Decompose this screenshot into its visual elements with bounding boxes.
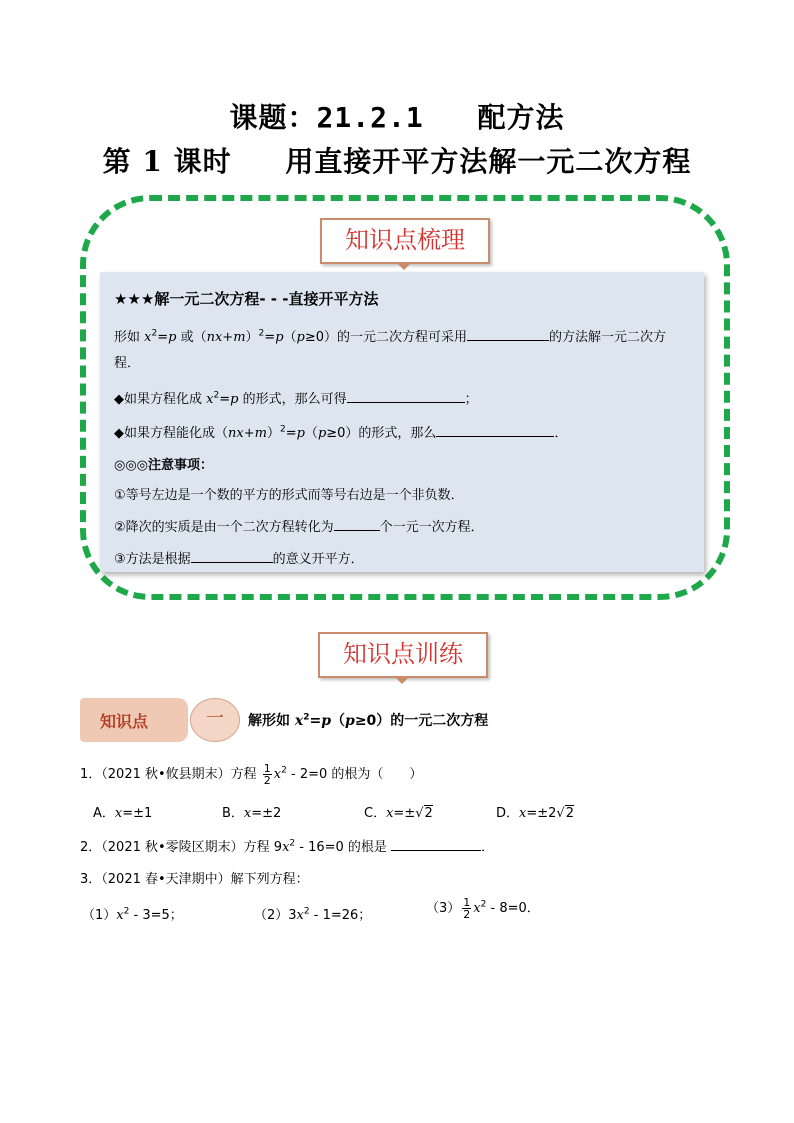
sub-question-3 (426, 897, 540, 920)
exponent: 2 (281, 765, 287, 776)
text: 形如 (114, 330, 145, 345)
option-b[interactable] (222, 802, 281, 821)
text: 的形式，那么可得 (238, 392, 347, 407)
text: = (309, 713, 322, 729)
review-tag-label: 知识点梳理 (345, 226, 465, 254)
answer-blank[interactable] (347, 390, 465, 403)
training-tag-label: 知识点训练 (343, 640, 463, 668)
badge-arrow-icon (170, 698, 192, 742)
question-1 (80, 763, 422, 786)
text: ◆如果方程能化成（ (114, 426, 228, 441)
text: - 1=26； (309, 908, 372, 923)
text: - 2=0 的根为（ ） (286, 767, 423, 782)
text: ≥0）的一元二次方程可采用 (304, 330, 468, 345)
var-x: x (473, 901, 481, 916)
summary-line-1 (114, 326, 666, 345)
text: ． (481, 840, 495, 855)
text: 1．（2021 秋•攸县期末）方程 (80, 767, 261, 782)
text: = (285, 426, 297, 441)
radicand: 2 (424, 806, 433, 821)
exponent: 2 (213, 390, 220, 401)
text: ◆如果方程化成 (114, 392, 207, 407)
text: （ (304, 426, 318, 441)
title-prefix: 课题： (229, 101, 317, 134)
subtitle-lesson: 第 1 课时 (102, 145, 232, 178)
exponent: 2 (480, 899, 487, 910)
var-p: p (321, 713, 332, 729)
text: 或（ (176, 330, 207, 345)
review-tag (320, 218, 490, 264)
text: ③方法是根据 (114, 552, 191, 567)
text: 解形如 (248, 713, 295, 729)
option-c[interactable] (364, 802, 433, 821)
exponent: 2 (289, 838, 296, 849)
var-p: p (275, 330, 284, 345)
option-value: =±2 (526, 806, 557, 821)
option-label: A． (93, 806, 115, 821)
denominator: 2 (463, 908, 471, 921)
exponent: 2 (151, 328, 158, 339)
option-label: D． (496, 806, 520, 821)
text: ； (464, 392, 478, 407)
numerator: 1 (263, 762, 271, 775)
text: 的方法解一元二次方 (549, 330, 667, 345)
sub-question-2 (254, 904, 371, 923)
exponent: 2 (303, 712, 310, 723)
text: - 3=5； (129, 908, 183, 923)
var-x: x (206, 392, 214, 407)
text: ） (245, 330, 259, 345)
text: 的意义开平方． (272, 552, 364, 567)
title-name: 配方法 (477, 101, 565, 134)
option-value: =± (393, 806, 416, 821)
review-tag-pointer (396, 262, 412, 270)
radicand: 2 (565, 806, 574, 821)
text: ） (266, 426, 280, 441)
denominator: 2 (263, 774, 271, 787)
note-2 (114, 516, 484, 535)
var-p: p (296, 426, 305, 441)
var-x: x (243, 806, 252, 821)
sqrt-icon: √ (556, 806, 565, 821)
lesson-title (0, 96, 794, 136)
summary-line-3 (114, 422, 567, 441)
summary-line-2 (114, 388, 478, 407)
var-x: x (144, 330, 152, 345)
knowledge-point-number: 一 (190, 698, 240, 742)
text: - 16=0 的根是 (295, 840, 387, 855)
question-3: 3．（2021 春•天津期中）解下列方程： (80, 872, 309, 887)
text: （ (283, 330, 297, 345)
answer-blank[interactable] (191, 550, 273, 563)
summary-line-1-cont: 程． (114, 356, 141, 371)
text: ≥0）的一元二次方程 (354, 713, 489, 729)
training-tag-pointer (394, 676, 410, 684)
fraction (462, 897, 471, 920)
option-a[interactable] (93, 802, 152, 821)
var-p: p (230, 392, 239, 407)
sub-question-1 (82, 904, 183, 923)
sqrt-icon: √ (415, 806, 424, 821)
text: （ (331, 713, 346, 729)
summary-heading: ★★★解一元二次方程- - -直接开平方法 (114, 290, 379, 308)
var-p: p (296, 330, 305, 345)
question-2 (80, 836, 494, 855)
text: ②降次的实质是由一个二次方程转化为 (114, 520, 334, 535)
var-x: x (114, 806, 123, 821)
var-x: x (273, 767, 282, 782)
option-label: B． (222, 806, 244, 821)
var-p: p (317, 426, 327, 441)
answer-blank[interactable] (391, 838, 481, 851)
text: - 8=0． (486, 901, 540, 916)
text: = (264, 330, 276, 345)
var-x: x (116, 908, 124, 923)
subtitle-topic: 用直接开平方法解一元二次方程 (285, 145, 692, 178)
option-value: =±2 (251, 806, 282, 821)
knowledge-point-label: 知识点 (100, 712, 149, 731)
var-x: x (294, 713, 304, 729)
text: 2．（2021 秋•零陵区期末）方程 9 (80, 840, 283, 855)
text: ≥0）的形式，那么 (326, 426, 437, 441)
fraction (263, 763, 272, 786)
answer-blank[interactable] (467, 328, 549, 341)
option-value: =±1 (122, 806, 153, 821)
answer-blank[interactable] (436, 424, 554, 437)
expr: nx+m (228, 426, 267, 441)
exponent: 2 (123, 906, 130, 917)
title-number: 21.2.1 (316, 101, 424, 134)
var-x: x (519, 806, 527, 821)
text: （3） (426, 901, 461, 916)
exponent: 2 (303, 906, 310, 917)
expr: nx+m (206, 330, 246, 345)
text: 个一元一次方程． (379, 520, 484, 535)
text: （2）3 (254, 908, 297, 923)
knowledge-point-title (248, 710, 488, 730)
numerator: 1 (463, 896, 471, 909)
var-p: p (168, 330, 177, 345)
exponent: 2 (258, 328, 265, 339)
option-d[interactable] (496, 802, 574, 821)
text: ． (554, 426, 568, 441)
var-x: x (282, 840, 290, 855)
exponent: 2 (279, 424, 286, 435)
answer-blank[interactable] (334, 518, 380, 531)
text: = (219, 392, 231, 407)
summary-panel (100, 272, 704, 572)
var-x: x (386, 806, 394, 821)
text: = (157, 330, 169, 345)
text: （1） (82, 908, 117, 923)
training-tag (318, 632, 488, 678)
var-p: p (345, 713, 355, 729)
lesson-subtitle (0, 140, 794, 180)
option-label: C． (364, 806, 387, 821)
note-1: ①等号左边是一个数的平方的形式而等号右边是一个非负数． (114, 488, 464, 503)
var-x: x (296, 908, 304, 923)
note-3 (114, 548, 364, 567)
notes-heading: ◎◎◎注意事项： (114, 458, 214, 473)
